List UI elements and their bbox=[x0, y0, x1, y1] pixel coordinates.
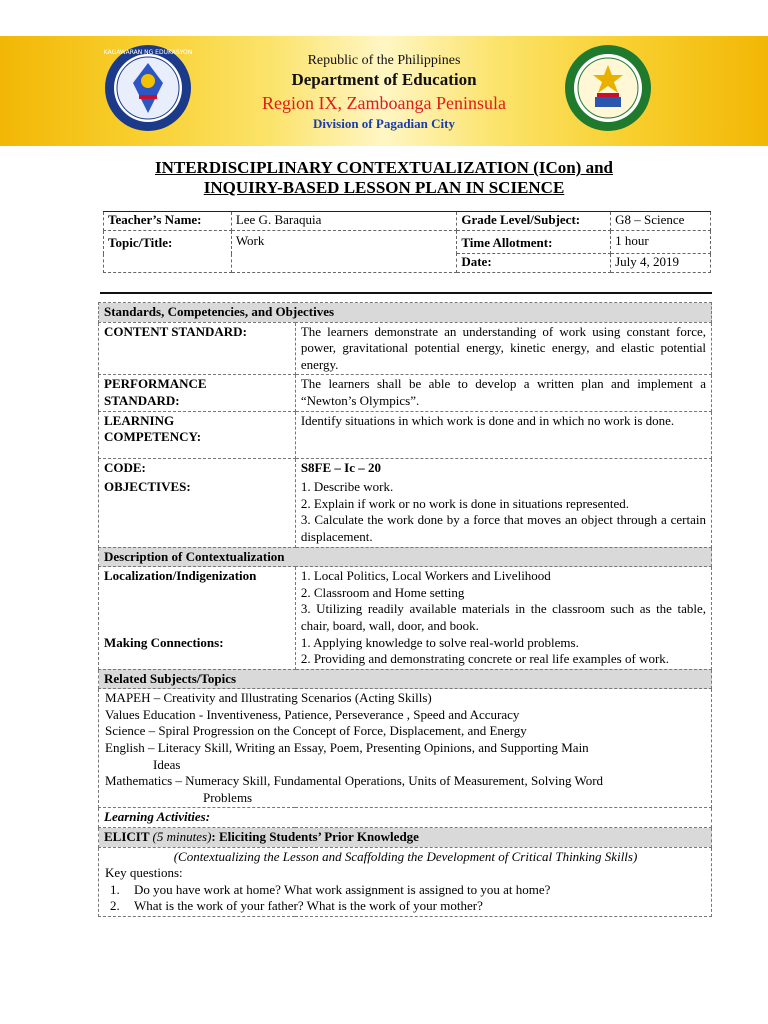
key-question-item bbox=[105, 882, 706, 899]
content-standard-text: The learners demonstrate an understanding of work using constant force, power, gravitational potential energy, kinetic energy, and elastic potential energy. bbox=[295, 322, 711, 375]
performance-label-line-2: STANDARD: bbox=[104, 392, 180, 408]
code-label: CODE: bbox=[104, 459, 146, 475]
elicit-time: (5 minutes) bbox=[152, 829, 212, 845]
time-allotment-label: Time Allotment: bbox=[457, 231, 611, 254]
question-number: 1. bbox=[110, 881, 120, 897]
localization-label: Localization/Indigenization bbox=[104, 568, 257, 584]
elicit-subtitle: (Contextualizing the Lesson and Scaffolding the Development of Critical Thinking Skills) bbox=[173, 848, 638, 864]
competency-label-line-2: COMPETENCY: bbox=[104, 429, 202, 445]
making-connections-label: Making Connections: bbox=[104, 634, 224, 650]
contextualization-labels bbox=[99, 567, 296, 670]
question-text: Do you have work at home? What work assignment is assigned to you at home? bbox=[134, 881, 551, 897]
localization-item: 1. Local Politics, Local Workers and Livelihood bbox=[300, 568, 551, 584]
contextualization-content bbox=[295, 567, 711, 670]
key-questions-label: Key questions: bbox=[105, 865, 183, 881]
date-label: Date: bbox=[457, 254, 611, 273]
standards-section-header: Standards, Competencies, and Objectives bbox=[99, 303, 712, 323]
competency-label-line-1: LEARNING bbox=[104, 412, 175, 428]
localization-item: 2. Classroom and Home setting bbox=[300, 584, 465, 600]
deped-header-banner bbox=[0, 36, 768, 146]
related-science: Science – Spiral Progression on the Concept of Force, Displacement, and Energy bbox=[105, 723, 527, 739]
code-objectives-content bbox=[295, 458, 711, 547]
elicit-title: Eliciting Students’ Prior Knowledge bbox=[219, 829, 419, 845]
learning-competency-text: Identify situations in which work is done and in which no work is done. bbox=[295, 411, 711, 458]
region-text: Region IX, Zamboanga Peninsula bbox=[262, 93, 506, 113]
performance-label-line-1: PERFORMANCE bbox=[104, 376, 207, 392]
lesson-info-table bbox=[103, 211, 711, 273]
related-values: Values Education - Inventiveness, Patience, Perseverance , Speed and Accuracy bbox=[105, 706, 520, 722]
objective-item: 2. Explain if work or no work is done in situations represented. bbox=[300, 495, 629, 511]
date-value: July 4, 2019 bbox=[611, 254, 711, 273]
grade-level-value: G8 – Science bbox=[611, 212, 711, 231]
related-mathematics: Mathematics – Numeracy Skill, Fundamental Operations, Units of Measurement, Solving Word bbox=[105, 773, 604, 789]
learning-activities-label: Learning Activities: bbox=[99, 808, 712, 828]
topic-value: Work bbox=[231, 231, 457, 273]
department-text: Department of Education bbox=[291, 70, 477, 89]
time-allotment-value: 1 hour bbox=[611, 231, 711, 254]
document-title-line-2: INQUIRY-BASED LESSON PLAN IN SCIENCE bbox=[203, 178, 565, 197]
grade-level-label: Grade Level/Subject: bbox=[457, 212, 611, 231]
learning-competency-label bbox=[99, 411, 296, 458]
question-text: What is the work of your father? What is the work of your mother? bbox=[134, 898, 483, 914]
republic-text: Republic of the Philippines bbox=[307, 53, 461, 68]
performance-standard-text: The learners shall be able to develop a written plan and implement a “Newton’s Olympics”. bbox=[295, 375, 711, 411]
elicit-header bbox=[99, 828, 712, 848]
code-value: S8FE – Ic – 20 bbox=[300, 459, 381, 475]
section-divider bbox=[100, 292, 712, 294]
related-english: English – Literacy Skill, Writing an Essay, Poem, Presenting Opinions, and Supporting Main bbox=[105, 740, 589, 756]
related-subjects-content bbox=[99, 689, 712, 808]
division-text: Division of Pagadian City bbox=[313, 116, 455, 131]
svg-text:KAGAWARAN NG EDUKASYON: KAGAWARAN NG EDUKASYON bbox=[103, 49, 193, 56]
objective-item: 1. Describe work. bbox=[300, 479, 394, 495]
lesson-plan-table bbox=[98, 302, 712, 917]
related-subjects-section-header: Related Subjects/Topics bbox=[99, 669, 712, 689]
localization-item: 3. Utilizing readily available materials in the classroom such as the table, chair, board, wall, door, and book. bbox=[300, 601, 706, 633]
related-mathematics-continued: Problems bbox=[203, 789, 253, 805]
contextualization-section-header: Description of Contextualization bbox=[99, 547, 712, 567]
related-mapeh: MAPEH – Creativity and Illustrating Scenarios (Acting Skills) bbox=[105, 690, 432, 706]
code-objectives-labels bbox=[99, 458, 296, 547]
elicit-content bbox=[99, 847, 712, 916]
performance-standard-label bbox=[99, 375, 296, 411]
elicit-label: ELICIT bbox=[104, 829, 150, 845]
objectives-label: OBJECTIVES: bbox=[104, 479, 191, 495]
related-english-continued: Ideas bbox=[153, 756, 181, 772]
objective-item: 3. Calculate the work done by a force that moves an object through a certain displacement. bbox=[300, 512, 706, 544]
topic-label: Topic/Title: bbox=[104, 231, 232, 273]
teacher-name-label: Teacher’s Name: bbox=[104, 212, 232, 231]
key-question-item bbox=[105, 898, 706, 915]
connections-item: 2. Providing and demonstrating concrete or real life examples of work. bbox=[300, 651, 670, 667]
content-standard-label: CONTENT STANDARD: bbox=[99, 322, 296, 375]
teacher-name-value: Lee G. Baraquia bbox=[231, 212, 457, 231]
document-title-line-1: INTERDISCIPLINARY CONTEXTUALIZATION (ICon) and bbox=[154, 158, 614, 177]
question-number: 2. bbox=[110, 898, 120, 914]
elicit-colon: : bbox=[211, 829, 216, 845]
connections-item: 1. Applying knowledge to solve real-world problems. bbox=[300, 634, 579, 650]
